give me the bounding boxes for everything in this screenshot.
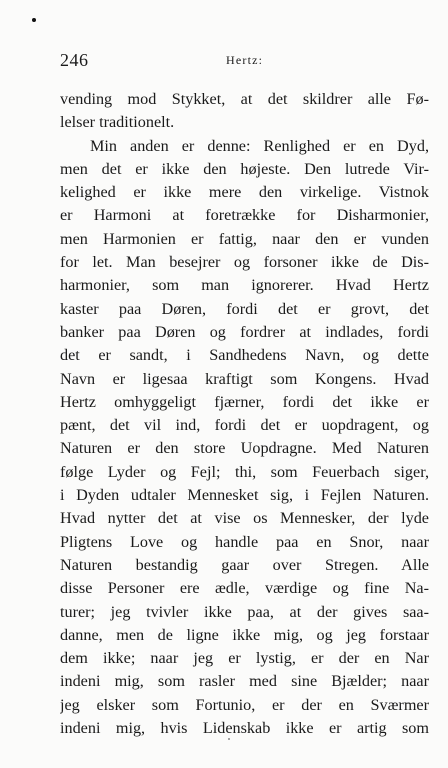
text-line: pænt, det vil ind, fordi det er uopdragent, og — [60, 416, 429, 435]
text-line: Hertz omhyggeligt fjærner, fordi det ikke er — [60, 392, 429, 411]
text-line: vending mod Stykket, at det skildrer alle Fø- — [60, 90, 429, 108]
text-line: banker paa Døren og fordrer at indlades, fordi — [60, 322, 429, 341]
page-number: 246 — [60, 50, 89, 70]
text-line: turer; jeg tvivler ikke paa, at der gives saa- — [60, 602, 429, 621]
ink-speck — [32, 18, 36, 22]
text-line: dem ikke; naar jeg er lystig, er der en Nar — [60, 649, 429, 668]
text-line: Navn er ligesaa kraftigt som Kongens. Hvad — [60, 369, 429, 388]
text-line: men det er ikke den højeste. Den lutrede Vir- — [60, 159, 429, 178]
text-line: men Harmonien er fattig, naar den er vunden — [60, 229, 429, 248]
text-line: Naturen bestandig gaar over Stregen. Alle — [60, 555, 429, 574]
running-head: Hertz: — [226, 53, 264, 67]
text-line: danne, men de ligne ikke mig, og jeg forstaar — [60, 625, 429, 644]
text-line: Min anden er denne: Renlighed er en Dyd, — [90, 136, 429, 155]
text-line: harmonier, som man ignorerer. Hvad Hertz — [60, 276, 429, 295]
text-line: for let. Man besejrer og forsoner ikke de Dis- — [60, 253, 429, 272]
text-line: i Dyden udtaler Mennesket sig, i Fejlen Naturen. — [60, 486, 429, 505]
text-line: kelighed er ikke mere den virkelige. Vistnok — [60, 183, 429, 202]
text-line: indeni mig, hvis Lidenskab ikke er artig som — [60, 719, 429, 738]
text-line: Pligtens Love og handle paa en Snor, naar — [60, 532, 429, 551]
text-line: kaster paa Døren, fordi det er grovt, det — [60, 299, 429, 318]
text-line: Hvad nytter det at vise os Mennesker, der lyde — [60, 509, 429, 528]
text-line: indeni mig, som rasler med sine Bjælder; naar — [60, 672, 429, 691]
text-line: Naturen er den store Uopdragne. Med Naturen — [60, 439, 429, 458]
text-line: lelser traditionelt. — [60, 113, 175, 132]
text-line: følge Lyder og Fejl; thi, som Feuerbach siger, — [60, 462, 429, 481]
text-line: disse Personer ere ædle, værdige og fine Na- — [60, 579, 429, 598]
body-text — [60, 88, 429, 740]
text-line: jeg elsker som Fortunio, er der en Sværmer — [60, 695, 429, 714]
text-line: det er sandt, i Sandhedens Navn, og dette — [60, 346, 429, 365]
page-header — [60, 50, 429, 72]
text-line: er Harmoni at foretrække for Disharmonier, — [60, 206, 429, 225]
ink-speck — [228, 738, 230, 740]
